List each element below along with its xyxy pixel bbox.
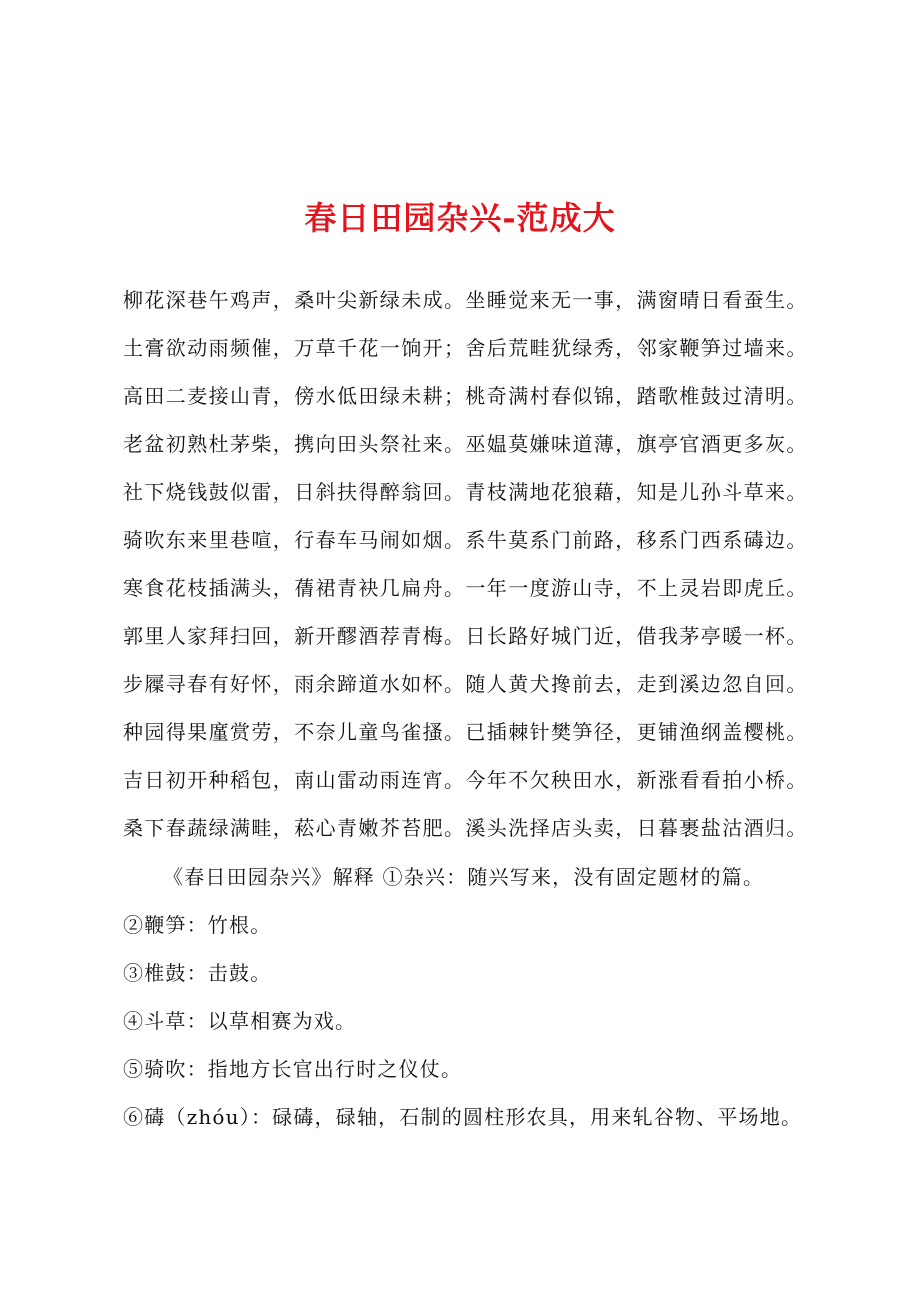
note-item: ⑤骑吹：指地方长官出行时之仪仗。 <box>123 1057 463 1081</box>
note-item: ②鞭笋：竹根。 <box>123 913 272 937</box>
note-intro: 《春日田园杂兴》解释 ①杂兴：随兴写来，没有固定题材的篇。 <box>163 865 765 889</box>
poem-line: 吉日初开种稻包，南山雷动雨连宵。今年不欠秧田水，新涨看看拍小桥。 <box>123 768 808 792</box>
poem-line: 骑吹东来里巷喧，行春车马闹如烟。系牛莫系门前路，移系门西系碡边。 <box>123 528 808 552</box>
poem-line: 柳花深巷午鸡声，桑叶尖新绿未成。坐睡觉来无一事，满窗晴日看蚕生。 <box>123 288 808 312</box>
note-item: ④斗草：以草相赛为戏。 <box>123 1009 357 1033</box>
poem-line: 步屧寻春有好怀，雨余蹄道水如杯。随人黄犬搀前去，走到溪边忽自回。 <box>123 672 808 696</box>
poem-line: 高田二麦接山青，傍水低田绿未耕；桃奇满村春似锦，踏歌椎鼓过清明。 <box>123 384 808 408</box>
page-title: 春日田园杂兴-范成大 <box>304 199 616 237</box>
annotation-notes <box>123 853 843 1141</box>
poem-line: 老盆初熟杜茅柴，携向田头祭社来。巫媪莫嫌味道薄，旗亭官酒更多灰。 <box>123 432 808 456</box>
poem-body <box>123 276 823 852</box>
poem-line: 种园得果廑赏劳，不奈儿童鸟雀搔。已插棘针樊笋径，更铺渔纲盖樱桃。 <box>123 720 808 744</box>
note-item: ⑥碡（zhóu）：碌碡，碌轴，石制的圆柱形农具，用来轧谷物、平场地。 <box>123 1105 803 1129</box>
note-item: ③椎鼓：击鼓。 <box>123 961 272 985</box>
poem-line: 寒食花枝插满头，蒨裙青袂几扁舟。一年一度游山寺，不上灵岩即虎丘。 <box>123 576 808 600</box>
poem-line: 土膏欲动雨频催，万草千花一饷开；舍后荒畦犹绿秀，邻家鞭笋过墙来。 <box>123 336 808 360</box>
poem-line: 社下烧钱鼓似雷，日斜扶得醉翁回。青枝满地花狼藉，知是儿孙斗草来。 <box>123 480 808 504</box>
poem-line: 桑下春蔬绿满畦，菘心青嫩芥苔肥。溪头洗择店头卖，日暮裹盐沽酒归。 <box>123 816 808 840</box>
poem-line: 郭里人家拜扫回，新开醪酒荐青梅。日长路好城门近，借我茅亭暖一杯。 <box>123 624 808 648</box>
